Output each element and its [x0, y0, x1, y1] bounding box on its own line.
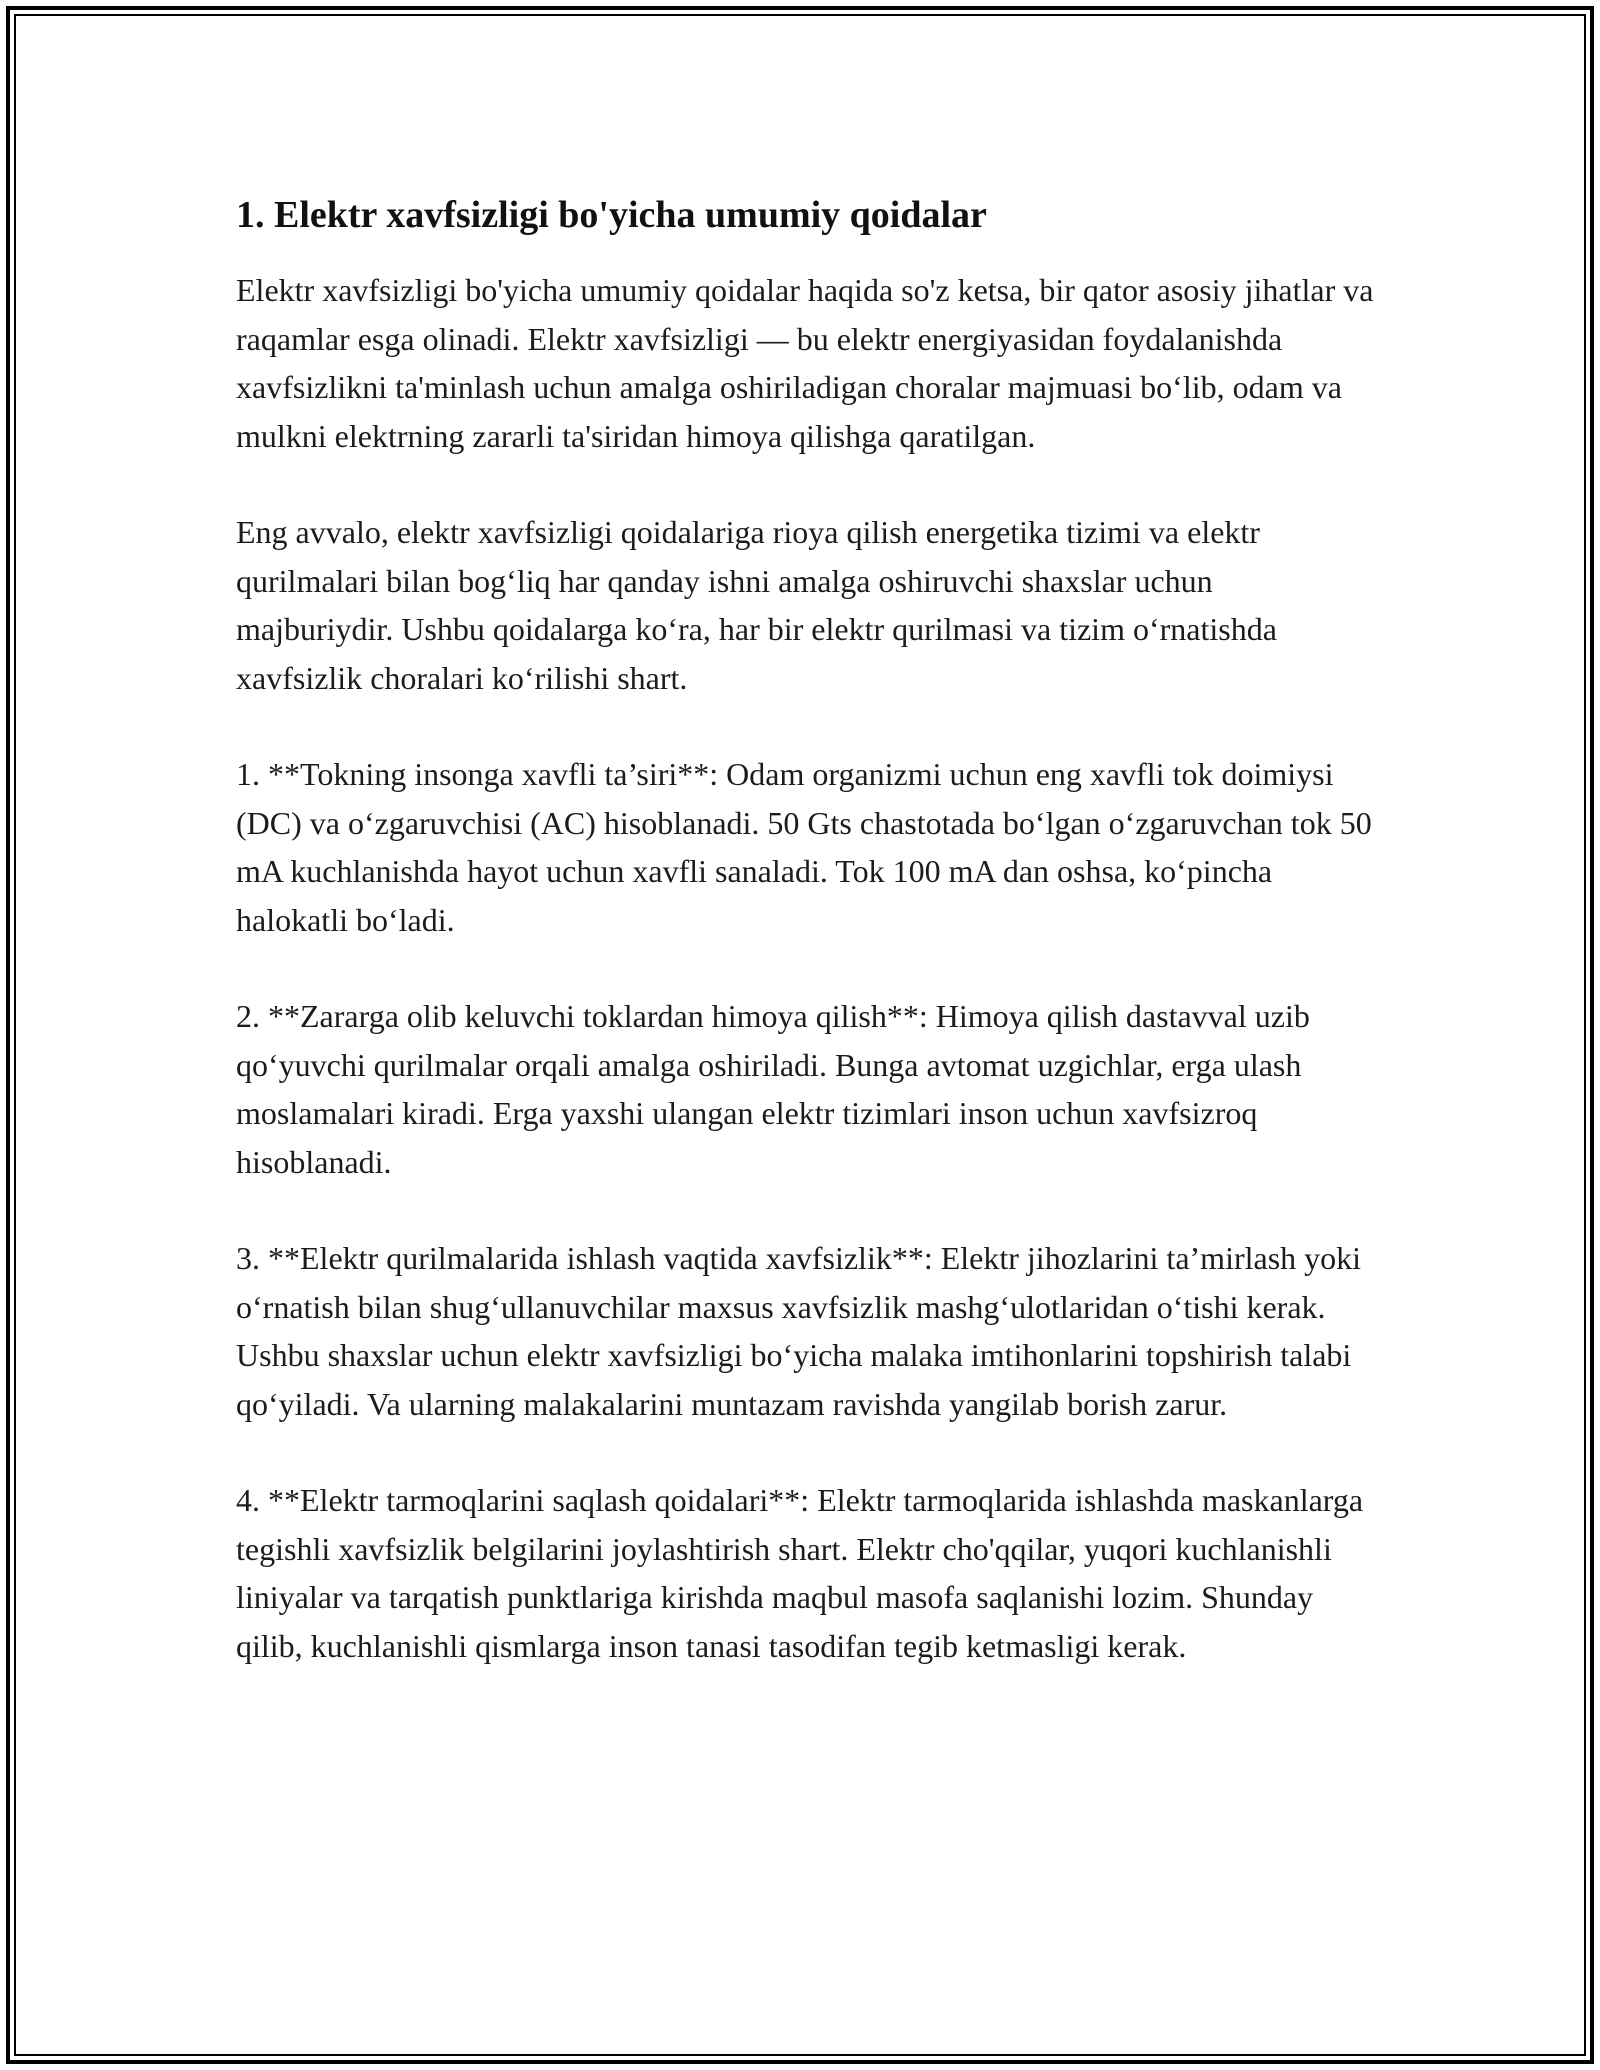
paragraph-item-1: 1. **Tokning insonga xavfli ta’siri**: Odam organizmi uchun eng xavfli tok doimiysi (DC) va o‘zgaruvchisi (AC) hisoblanadi. 50 Gts chastotada bo‘lgan o‘zgaruvchan tok 50 mA kuchlanishda hayot uchun xavfli sanaladi. Tok 100 mA dan oshsa, ko‘pincha halokatli bo‘ladi.	[236, 756, 1372, 938]
page-title: 1. Elektr xavfsizligi bo'yicha umumiy qoidalar	[236, 194, 987, 236]
paragraph-item-3: 3. **Elektr qurilmalarida ishlash vaqtida xavfsizlik**: Elektr jihozlarini ta’mirlash yoki o‘rnatish bilan shug‘ullanuvchilar maxsus xavfsizlik mashg‘ulotlaridan o‘tishi kerak. Ushbu shaxslar uchun elektr xavfsizligi bo‘yicha malaka imtihonlarini topshirish talabi qo‘yiladi. Va ularning malakalarini muntazam ravishda yangilab borish zarur.	[236, 1240, 1362, 1422]
paragraph-obligation: Eng avvalo, elektr xavfsizligi qoidalariga rioya qilish energetika tizimi va elektr qurilmalari bilan bog‘liq har qanday ishni amalga oshiruvchi shaxslar uchun majburiydir. Ushbu qoidalarga ko‘ra, har bir elektr qurilmasi va tizim o‘rnatishda xavfsizlik choralari ko‘rilishi shart.	[236, 514, 1277, 696]
paragraph-item-2: 2. **Zararga olib keluvchi toklardan himoya qilish**: Himoya qilish dastavval uzib qo‘yuvchi qurilmalar orqali amalga oshiriladi. Bunga avtomat uzgichlar, erga ulash moslamalari kiradi. Erga yaxshi ulangan elektr tizimlari inson uchun xavfsizroq hisoblanadi.	[236, 998, 1310, 1180]
document-body	[236, 186, 1376, 1718]
paragraph-item-4: 4. **Elektr tarmoqlarini saqlash qoidalari**: Elektr tarmoqlarida ishlashda maskanlarga tegishli xavfsizlik belgilarini joylashtirish shart. Elektr cho'qqilar, yuqori kuchlanishli liniyalar va tarqatish punktlariga kirishda maqbul masofa saqlanishi lozim. Shunday qilib, kuchlanishli qismlarga inson tanasi tasodifan tegib ketmasligi kerak.	[236, 1482, 1364, 1664]
paragraph-intro: Elektr xavfsizligi bo'yicha umumiy qoidalar haqida so'z ketsa, bir qator asosiy jihatlar va raqamlar esga olinadi. Elektr xavfsizligi — bu elektr energiyasidan foydalanishda xavfsizlikni ta'minlash uchun amalga oshiriladigan choralar majmuasi bo‘lib, odam va mulkni elektrning zararli ta'siridan himoya qilishga qaratilgan.	[236, 272, 1374, 454]
